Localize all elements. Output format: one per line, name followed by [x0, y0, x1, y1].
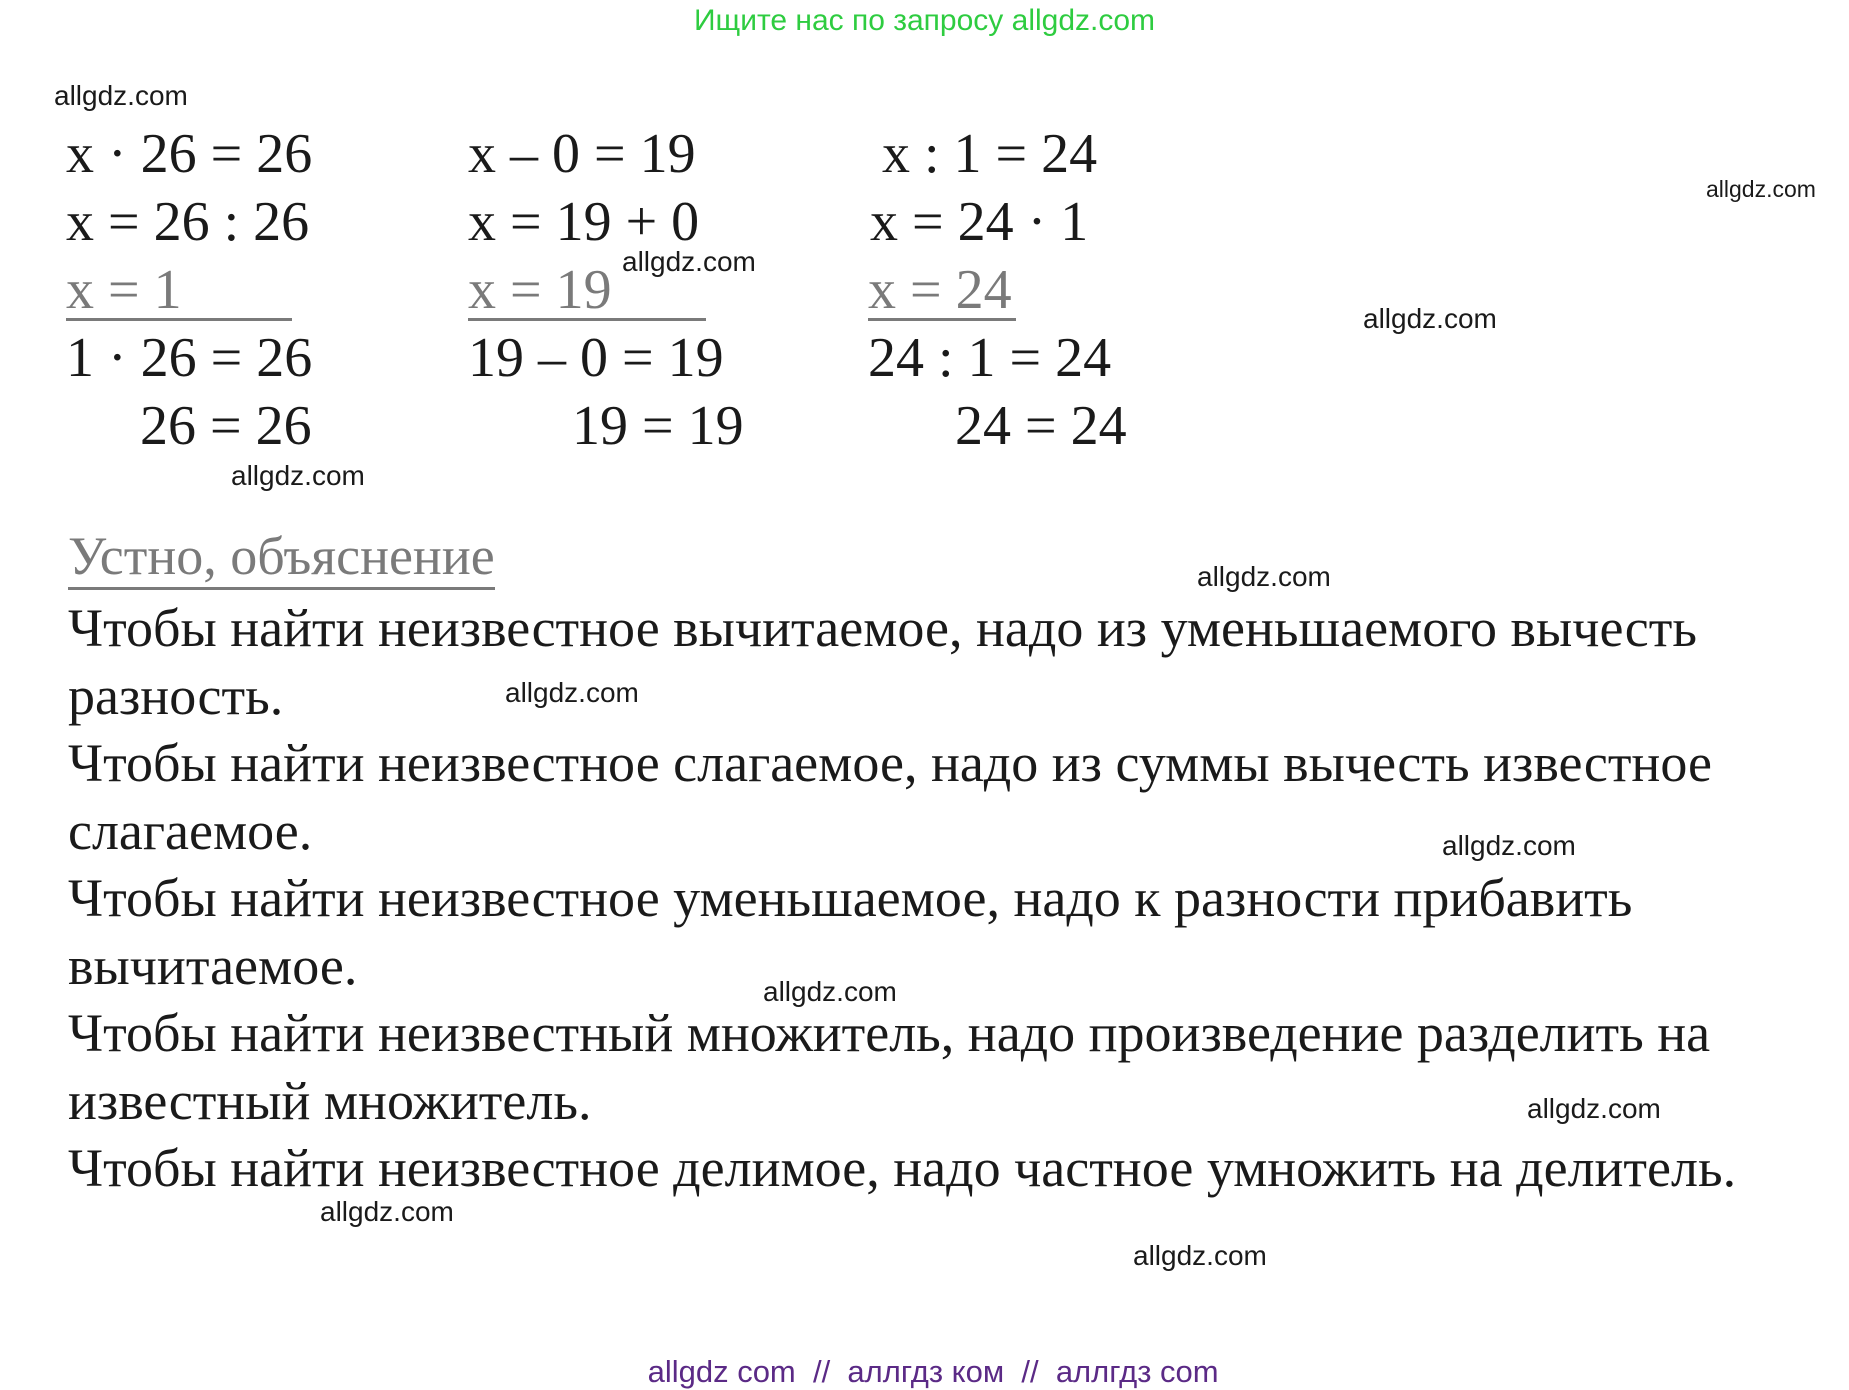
watermark: allgdz.com [1197, 561, 1331, 592]
watermark: allgdz.com [1527, 1093, 1661, 1124]
footer-links [0, 1318, 1849, 1390]
watermark: allgdz.com [1442, 830, 1576, 861]
rule-dividend: Чтобы найти неизвестное делимое, надо частное умножить на делитель. [68, 1138, 1737, 1198]
top-banner [0, 4, 1849, 38]
eq-col2-check-final: 19 = 19 [572, 395, 744, 457]
rule-factor: Чтобы найти неизвестный множитель, надо произведение разделить на известный множитель. [68, 1003, 1711, 1131]
eq-col1-check-final: 26 = 26 [140, 395, 312, 457]
watermark: allgdz.com [54, 80, 188, 111]
watermark: allgdz.com [231, 460, 365, 491]
rule-addend: Чтобы найти неизвестное слагаемое, надо из суммы вычесть известное слагаемое. [68, 733, 1712, 861]
eq-col1-check: 1 · 26 = 26 [66, 327, 313, 389]
watermark: allgdz.com [505, 677, 639, 708]
eq-col3-result: x = 24 [868, 262, 1016, 321]
rule-minuend: Чтобы найти неизвестное уменьшаемое, надо к разности прибавить вычитаемое. [68, 868, 1633, 996]
eq-col2-check: 19 – 0 = 19 [468, 327, 724, 389]
eq-col1-line2: x = 26 : 26 [66, 191, 310, 253]
banner-text: Ищите нас по запросу allgdz.com [693, 4, 1156, 37]
eq-col2-result: x = 19 [468, 262, 706, 321]
watermark: allgdz.com [763, 976, 897, 1007]
eq-col3-line2: x = 24 · 1 [870, 191, 1089, 253]
watermark: allgdz.com [1706, 176, 1816, 202]
footer-text: allgdz com // аллгдз ком // аллгдз com [647, 1354, 1219, 1389]
watermark: allgdz.com [622, 246, 756, 277]
eq-col2-line2: x = 19 + 0 [468, 191, 700, 253]
rule-subtrahend: Чтобы найти неизвестное вычитаемое, надо из уменьшаемого вычесть разность. [68, 598, 1697, 726]
eq-col3-check-final: 24 = 24 [955, 395, 1127, 457]
section-heading: Устно, объяснение [68, 525, 495, 590]
eq-col2-line1: x – 0 = 19 [468, 123, 696, 185]
watermark: allgdz.com [1363, 303, 1497, 334]
eq-col3-check: 24 : 1 = 24 [868, 327, 1112, 389]
eq-col1-line1: x · 26 = 26 [66, 123, 313, 185]
watermark: allgdz.com [1133, 1240, 1267, 1271]
watermark: allgdz.com [320, 1196, 454, 1227]
eq-col3-line1: x : 1 = 24 [882, 123, 1098, 185]
eq-col1-result: x = 1 [66, 262, 292, 321]
